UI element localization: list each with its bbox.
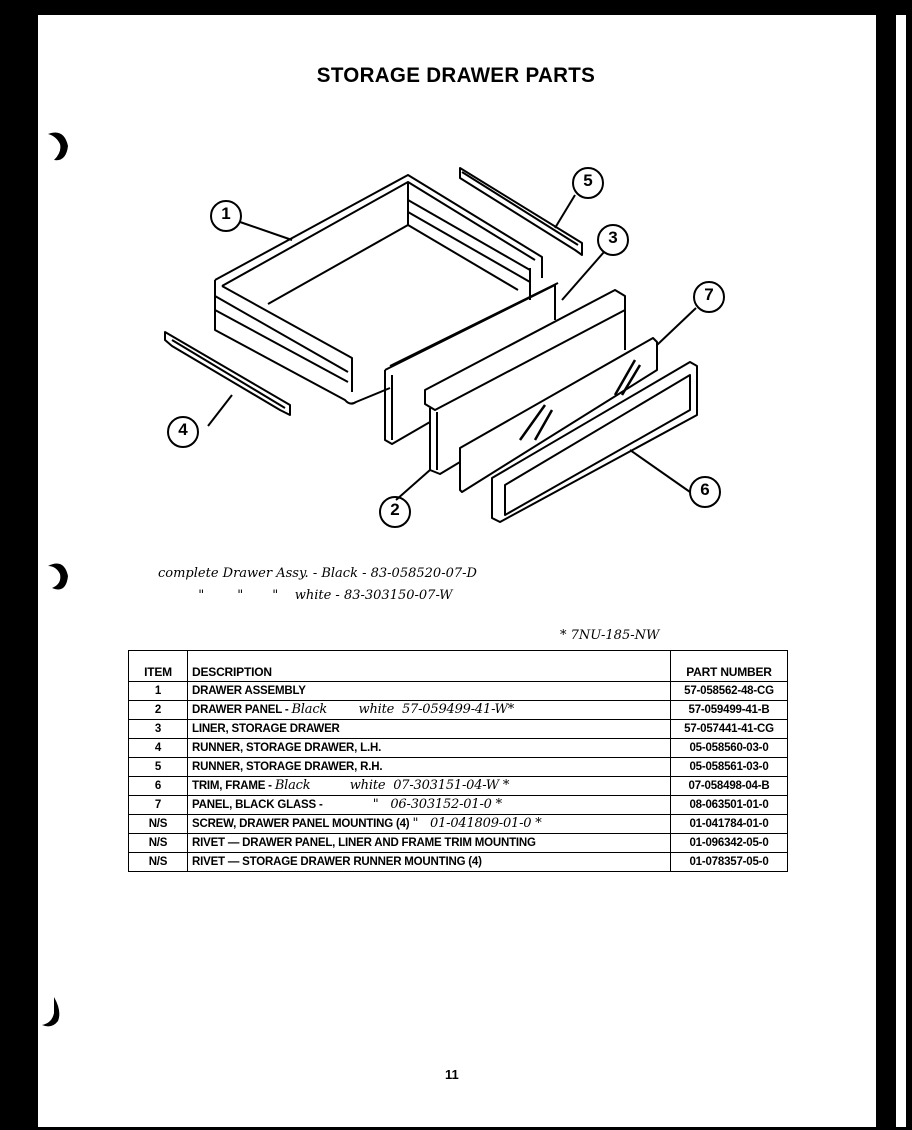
table-row [129, 815, 788, 834]
callout-1: 1 [221, 204, 231, 223]
item-cell: N/S [129, 834, 188, 853]
table-row [129, 777, 788, 796]
callout-3: 3 [608, 228, 618, 247]
description-cell [188, 777, 671, 796]
part-number-cell: 01-078357-05-0 [671, 853, 788, 872]
punch-hole-icon [46, 130, 68, 164]
callout-6: 6 [700, 480, 710, 499]
handwritten-note-white-assembly: " " " white - 83-303150-07-W [190, 588, 453, 603]
callout-4: 4 [178, 420, 188, 439]
description-cell [188, 758, 671, 777]
description-text: DRAWER ASSEMBLY [192, 685, 306, 697]
handwritten-annotation: " 06-303152-01-0 * [325, 797, 502, 812]
trim-frame-drawing [492, 362, 697, 522]
description-cell [188, 739, 671, 758]
part-number-cell: 07-058498-04-B [671, 777, 788, 796]
description-cell [188, 701, 671, 720]
description-text: LINER, STORAGE DRAWER [192, 723, 340, 735]
item-cell: N/S [129, 853, 188, 872]
description-cell [188, 815, 671, 834]
punch-hole-icon [46, 560, 68, 594]
callout-5: 5 [583, 171, 593, 190]
header-part-number: PART NUMBER [671, 651, 788, 682]
parts-table [128, 650, 788, 872]
description-cell [188, 796, 671, 815]
page-title: STORAGE DRAWER PARTS [316, 64, 596, 87]
handwritten-note-black-assembly: complete Drawer Assy. - Black - 83-058520-07-D [158, 566, 477, 581]
item-cell: 4 [129, 739, 188, 758]
description-text: PANEL, BLACK GLASS - [192, 799, 326, 811]
part-number-cell: 01-041784-01-0 [671, 815, 788, 834]
item-cell: 1 [129, 682, 188, 701]
drawer-panel-drawing [425, 290, 625, 474]
description-text: RIVET — DRAWER PANEL, LINER AND FRAME TRIM MOUNTING [192, 837, 536, 849]
handwritten-model-note: * 7NU-185-NW [560, 628, 660, 643]
table-header-row [129, 651, 788, 682]
part-number-cell: 05-058561-03-0 [671, 758, 788, 777]
description-cell [188, 682, 671, 701]
scan-edge [896, 15, 906, 1127]
header-description: DESCRIPTION [188, 651, 671, 682]
description-cell [188, 834, 671, 853]
description-text: TRIM, FRAME - [192, 780, 275, 792]
table-row [129, 853, 788, 872]
item-cell: 5 [129, 758, 188, 777]
table-row [129, 739, 788, 758]
description-text: SCREW, DRAWER PANEL MOUNTING (4) [192, 818, 413, 830]
callout-2: 2 [390, 500, 400, 519]
liner-drawing [385, 283, 558, 444]
storage-drawer-diagram [150, 160, 770, 540]
handwritten-annotation: Black white 07-303151-04-W * [274, 778, 510, 793]
drawer-assembly-drawing [215, 175, 542, 404]
part-number-cell: 08-063501-01-0 [671, 796, 788, 815]
table-row [129, 796, 788, 815]
table-row [129, 758, 788, 777]
part-number-cell: 05-058560-03-0 [671, 739, 788, 758]
description-text: RUNNER, STORAGE DRAWER, L.H. [192, 742, 382, 754]
glass-panel-drawing [460, 338, 657, 492]
table-row [129, 682, 788, 701]
scan-edge-shadow [876, 28, 896, 1128]
header-item: ITEM [129, 651, 188, 682]
description-text: DRAWER PANEL - [192, 704, 292, 716]
description-cell [188, 853, 671, 872]
table-row [129, 720, 788, 739]
punch-hole-icon [40, 995, 62, 1029]
page-number: 11 [445, 1067, 459, 1082]
description-text: RUNNER, STORAGE DRAWER, R.H. [192, 761, 383, 773]
part-number-cell: 57-058562-48-CG [671, 682, 788, 701]
description-text: RIVET — STORAGE DRAWER RUNNER MOUNTING (4) [192, 856, 482, 868]
part-number-cell: 57-057441-41-CG [671, 720, 788, 739]
table-row [129, 834, 788, 853]
table-row [129, 701, 788, 720]
part-number-cell: 57-059499-41-B [671, 701, 788, 720]
runner-rh-drawing [460, 168, 582, 255]
item-cell: 7 [129, 796, 188, 815]
description-cell [188, 720, 671, 739]
item-cell: 3 [129, 720, 188, 739]
handwritten-annotation: " 01-041809-01-0 * [412, 816, 542, 831]
handwritten-annotation: Black white 57-059499-41-W* [291, 702, 515, 717]
item-cell: 2 [129, 701, 188, 720]
item-cell: 6 [129, 777, 188, 796]
part-number-cell: 01-096342-05-0 [671, 834, 788, 853]
item-cell: N/S [129, 815, 188, 834]
callout-7: 7 [704, 285, 714, 304]
